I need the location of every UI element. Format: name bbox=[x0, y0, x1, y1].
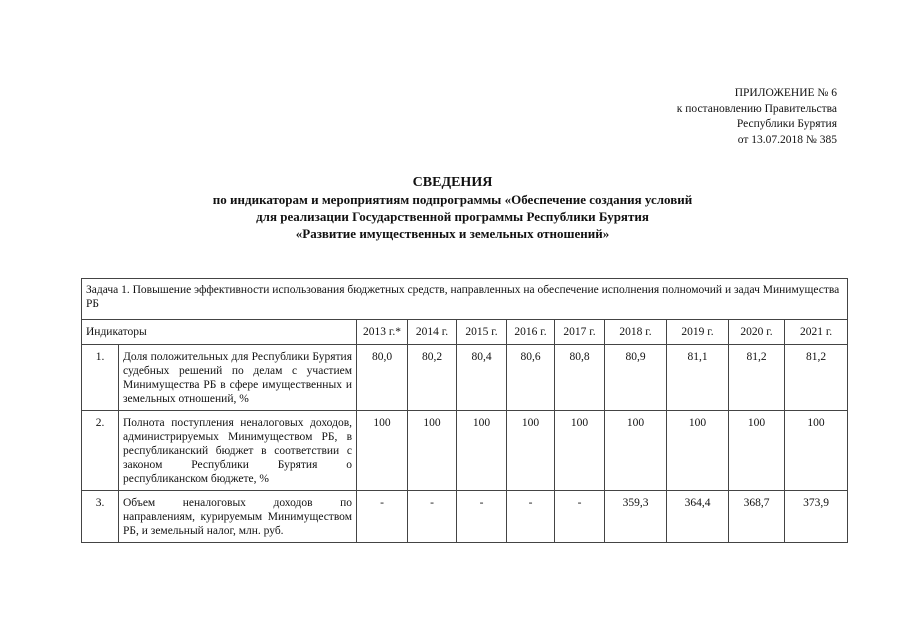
indicator-name: Полнота поступления неналоговых доходов, администрируемых Минимуществом РБ, в республиканский бюджет в соответствии с законом Республики Бурятия о республиканском бюджете, % bbox=[119, 411, 357, 491]
appendix-number: ПРИЛОЖЕНИЕ № 6 bbox=[734, 87, 837, 99]
subtitle-line-1: по индикаторам и мероприятиям подпрограммы «Обеспечение создания условий bbox=[212, 192, 693, 207]
year-header: 2019 г. bbox=[667, 320, 729, 345]
indicator-value: 100 bbox=[785, 411, 848, 491]
indicator-value: 100 bbox=[555, 411, 605, 491]
indicator-value: - bbox=[457, 491, 507, 543]
indicator-value: 100 bbox=[408, 411, 457, 491]
indicator-value: 359,3 bbox=[605, 491, 667, 543]
row-number: 3. bbox=[82, 491, 119, 543]
indicator-value: 80,0 bbox=[357, 345, 408, 411]
year-header: 2013 г.* bbox=[357, 320, 408, 345]
year-header: 2020 г. bbox=[729, 320, 785, 345]
indicator-value: 100 bbox=[457, 411, 507, 491]
indicator-value: 373,9 bbox=[785, 491, 848, 543]
indicator-value: 80,8 bbox=[555, 345, 605, 411]
indicator-value: 80,9 bbox=[605, 345, 667, 411]
table-row bbox=[82, 491, 848, 543]
appendix-date: от 13.07.2018 № 385 bbox=[737, 133, 837, 146]
document-heading bbox=[0, 174, 905, 242]
table-row bbox=[82, 411, 848, 491]
indicator-name: Объем неналоговых доходов по направлениям, курируемым Минимуществом РБ, и земельный налог, млн. руб. bbox=[119, 491, 357, 543]
task-description: Задача 1. Повышение эффективности использования бюджетных средств, направленных на обеспечение исполнения полномочий и задач Минимущества РБ bbox=[82, 279, 848, 320]
appendix-block bbox=[677, 86, 837, 148]
year-header: 2016 г. bbox=[507, 320, 555, 345]
year-header: 2014 г. bbox=[408, 320, 457, 345]
indicator-value: 81,2 bbox=[785, 345, 848, 411]
indicators-header: Индикаторы bbox=[82, 320, 357, 345]
indicator-value: 100 bbox=[729, 411, 785, 491]
indicator-value: 81,2 bbox=[729, 345, 785, 411]
indicator-value: - bbox=[357, 491, 408, 543]
year-header: 2017 г. bbox=[555, 320, 605, 345]
indicator-value: 100 bbox=[667, 411, 729, 491]
indicator-value: 80,2 bbox=[408, 345, 457, 411]
indicator-value: 81,1 bbox=[667, 345, 729, 411]
indicator-value: 100 bbox=[357, 411, 408, 491]
indicator-value: - bbox=[408, 491, 457, 543]
indicators-table bbox=[81, 278, 848, 543]
year-header: 2018 г. bbox=[605, 320, 667, 345]
indicator-value: 80,6 bbox=[507, 345, 555, 411]
table-row bbox=[82, 345, 848, 411]
row-number: 2. bbox=[82, 411, 119, 491]
year-header: 2015 г. bbox=[457, 320, 507, 345]
indicator-name: Доля положительных для Республики Бурятия судебных решений по делам с участием Минимущества РБ в сфере имущественных и земельных отношений, % bbox=[119, 345, 357, 411]
header-row bbox=[82, 320, 848, 345]
indicator-value: - bbox=[555, 491, 605, 543]
document-title: СВЕДЕНИЯ bbox=[412, 175, 493, 190]
subtitle-line-2: для реализации Государственной программы Республики Бурятия bbox=[256, 209, 649, 224]
indicator-value: 364,4 bbox=[667, 491, 729, 543]
indicator-value: 368,7 bbox=[729, 491, 785, 543]
indicator-value: 100 bbox=[605, 411, 667, 491]
indicator-value: 80,4 bbox=[457, 345, 507, 411]
appendix-resolution: к постановлению Правительства bbox=[676, 102, 837, 115]
row-number: 1. bbox=[82, 345, 119, 411]
year-header: 2021 г. bbox=[785, 320, 848, 345]
appendix-republic: Республики Бурятия bbox=[736, 118, 837, 130]
indicator-value: - bbox=[507, 491, 555, 543]
indicator-value: 100 bbox=[507, 411, 555, 491]
subtitle-line-3: «Развитие имущественных и земельных отношений» bbox=[295, 226, 610, 241]
